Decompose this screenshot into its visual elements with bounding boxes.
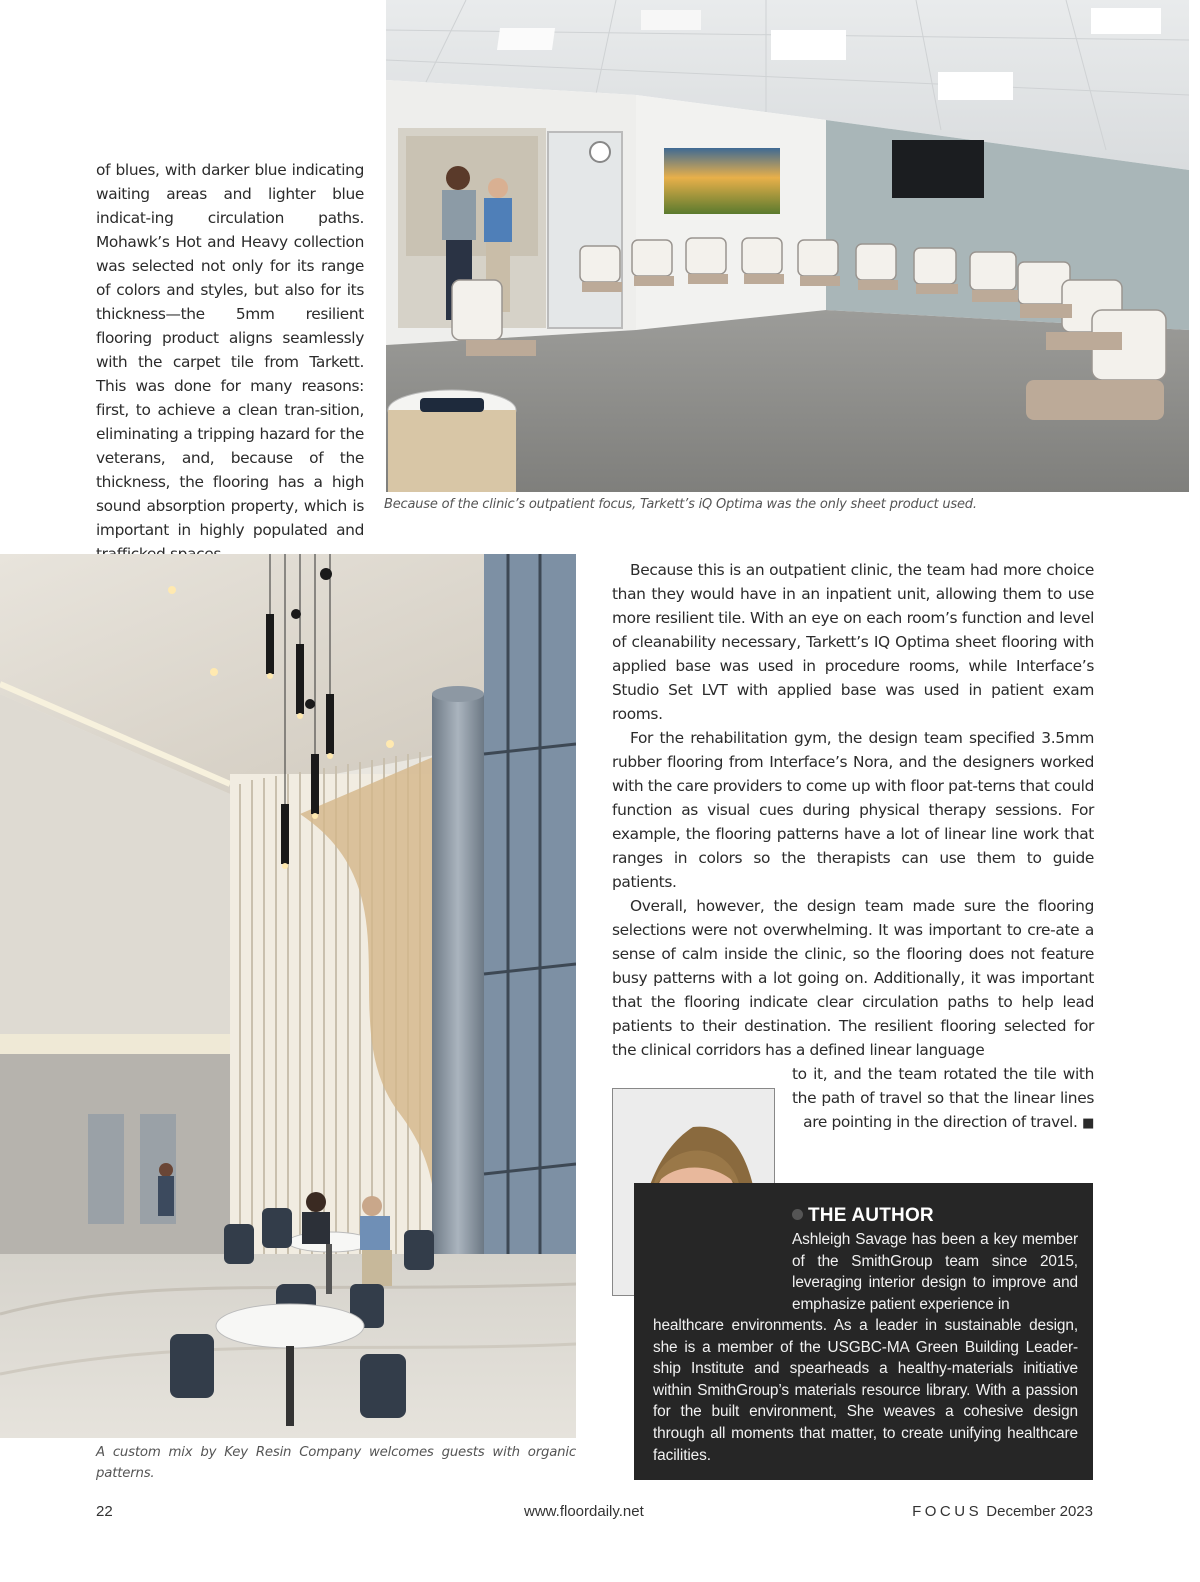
author-heading-text: THE AUTHOR [808, 1205, 934, 1226]
right-paragraph-2: For the rehabilitation gym, the design team specified 3.5mm rubber flooring from Interface’s Nora, and the designers worked with the care providers to come up with floor pat-terns that could function as visual cues during physical therapy sessions. For example, the flooring patterns have a lot of linear line work that ranges in colors so the therapists can use them to guide patients. [612, 729, 1094, 891]
left-column-paragraph: of blues, with darker blue indicating waiting areas and lighter blue indicat-ing circulation paths. Mohawk’s Hot and Heavy collection was selected not only for its range of colors and styles, but also for its thickness—the 5mm resilient flooring product aligns seamlessly with the carpet tile from Tarkett. This was done for many reasons: first, to achieve a clean tran-sition, eliminating a tripping hazard for the veterans, and, because of the thickness, the flooring has a high sound absorption property, which is important in highly populated and [96, 161, 364, 539]
magazine-name: FOCUS [912, 1503, 983, 1520]
website-url: www.floordaily.net [524, 1503, 644, 1520]
end-mark-icon: ■ [1082, 1116, 1094, 1131]
right-column-text [612, 558, 1094, 1062]
right-column-tail [792, 1062, 1094, 1136]
author-heading [792, 1205, 934, 1227]
atrium-illustration [0, 554, 576, 1438]
page-number: 22 [96, 1503, 113, 1520]
right-paragraph-3: Overall, however, the design team made sure the flooring selections were not overwhelming. It was important to cre-ate a sense of calm inside the clinic, so the flooring does not feature busy patterns with a lot going on. Additionally, it was important that the flooring indicate clear circulation paths to help lead patients to their destination. The resilient flooring selected for the clinical corridors has a defined linear language [612, 897, 1094, 1059]
right-tail-paragraph [792, 1062, 1094, 1136]
author-box [634, 1183, 1093, 1480]
issue-date: December 2023 [986, 1503, 1093, 1520]
atrium-photo-caption: A custom mix by Key Resin Company welcomes guests with organic patterns. [96, 1445, 576, 1481]
right-tail-text: to it, and the team rotated the tile with the path of travel so that the linear lines are pointing in the direction of travel. [792, 1065, 1094, 1131]
bullet-dot-icon [792, 1209, 803, 1220]
author-bio-part1: Ashleigh Savage has been a key member of the SmithGroup team since 2015, leveraging interior design to improve and emphasize patient experience in [792, 1231, 1078, 1313]
clinic-room-photo [386, 0, 1189, 492]
atrium-photo [0, 554, 576, 1438]
top-photo-caption: Because of the clinic’s outpatient focus, Tarkett’s iQ Optima was the only sheet product used. [384, 497, 977, 512]
right-paragraph-1: Because this is an outpatient clinic, the team had more choice than they would have in an inpatient unit, allowing them to use more resilient tile. With an eye on each room’s function and level of cleanability necessary, Tarkett’s IQ Optima sheet flooring with applied base was used in procedure rooms, while Interface’s Studio Set LVT with applied base was used in patient exam rooms. [612, 561, 1094, 723]
author-bio-part2: healthcare environments. As a leader in sustainable design, she is a member of the USGBC-MA Green Building Leader-ship Institute and spearheads a healthy-materials initiative within SmithGroup’s materials resource library. With a passion for the built environment, She weaves a cohesive design through all moments that matter, to create unifying healthcare facilities. [653, 1317, 1078, 1464]
left-column-text [96, 158, 364, 566]
clinic-room-illustration [386, 0, 1189, 492]
magazine-issue [912, 1503, 1093, 1520]
